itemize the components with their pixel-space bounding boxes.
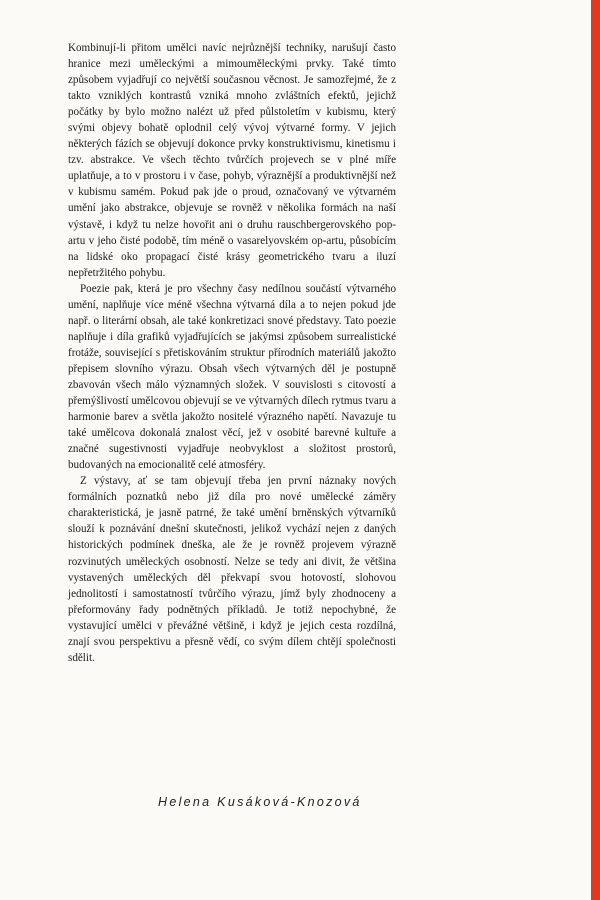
- article-body: [68, 40, 396, 666]
- paragraph-2: Poezie pak, která je pro všechny časy nedílnou součástí výtvarného umění, naplňuje více méně všechna výtvarná díla a to nejen pokud jde např. o literární obsah, ale také konkretizaci snové představy. Tato poezie naplňuje i díla grafiků vyjadřujících se jakýmsi způsobem surrealistické frotáže, související s přetiskováním struktur přírodních materiálů jakožto přepisem slovního výrazu. Obsah všech výtvarných děl je postupně zbavován všech málo významných složek. V souvislosti s citovostí a přemýšlivostí umělcovou objevují se ve výtvarných dílech rytmus tvaru a harmonie barev a světla jakožto nositelé výrazného napětí. Navazuje tu také umělcova dokonalá znalost věcí, jež v osobité barevné kultuře a značné sugestivnosti vyjadřuje neobvyklost a složitost prostorů, budovaných na emocionalitě celé atmosféry.: [68, 282, 396, 472]
- red-edge-strip: [591, 0, 600, 900]
- paragraph-1: Kombinují-li přitom umělci navíc nejrůznější techniky, narušují často hranice mezi uměleckými a mimouměleckými prvky. Také tímto způsobem vyjadřují co největší současnou věcnost. Je samozřejmé, že z takto vzniklých kontrastů vzniká mnoho zvláštních efektů, jejichž počátky by bylo možno nalézt už před půlstoletím v kubismu, který svými objevy bohatě oplodnil celý vývoj výtvarné formy. V jejich některých fázích se objevují dokonce prvky konstruktivismu, kinetismu i tzv. abstrakce. Ve všech těchto tvůrčích projevech se v plné míře uplatňuje, a to v prostoru i v čase, pohyb, výraznější a produktivnější než v kubismu samém. Pokud pak jde o proud, označovaný ve výtvarném umění jako abstrakce, objevuje se rovněž v několika formách na naší výstavě, i když tu nelze hovořit ani o druhu rauschbergerovského pop-artu v jeho čisté podobě, tím méně o vasarelyovském op-artu, působícím na lidské oko propagací čisté krásy geometrického tvaru a iluzí nepřetržitého pohybu.: [68, 42, 396, 279]
- paragraph-3: Z výstavy, ať se tam objevují třeba jen první náznaky nových formálních poznatků nebo již díla pro nové umělecké záměry charakteristická, je jasně patrné, že také umění brněnských výtvarníků slouží k poznávání dnešní skutečnosti, jelikož vychází nejen z daných historických podmínek dneška, ale že je rovněž projevem výrazně rozvinutých uměleckých osobností. Nelze se tedy ani divit, že většina vystavených uměleckých děl překvapí svou hotovostí, slohovou jednolitostí i samostatností tvůrčího výrazu, jímž byly zhodnoceny a přeformovány řady podnětných příkladů. Je totiž nepochybné, že vystavující umělci v převážné většině, i když je jejich cesta rozdílná, znají svou perspektivu a přesně vědí, co svým dílem chtějí společnosti sdělit.: [68, 475, 396, 664]
- author-signature: Helena Kusáková-Knozová: [158, 795, 362, 809]
